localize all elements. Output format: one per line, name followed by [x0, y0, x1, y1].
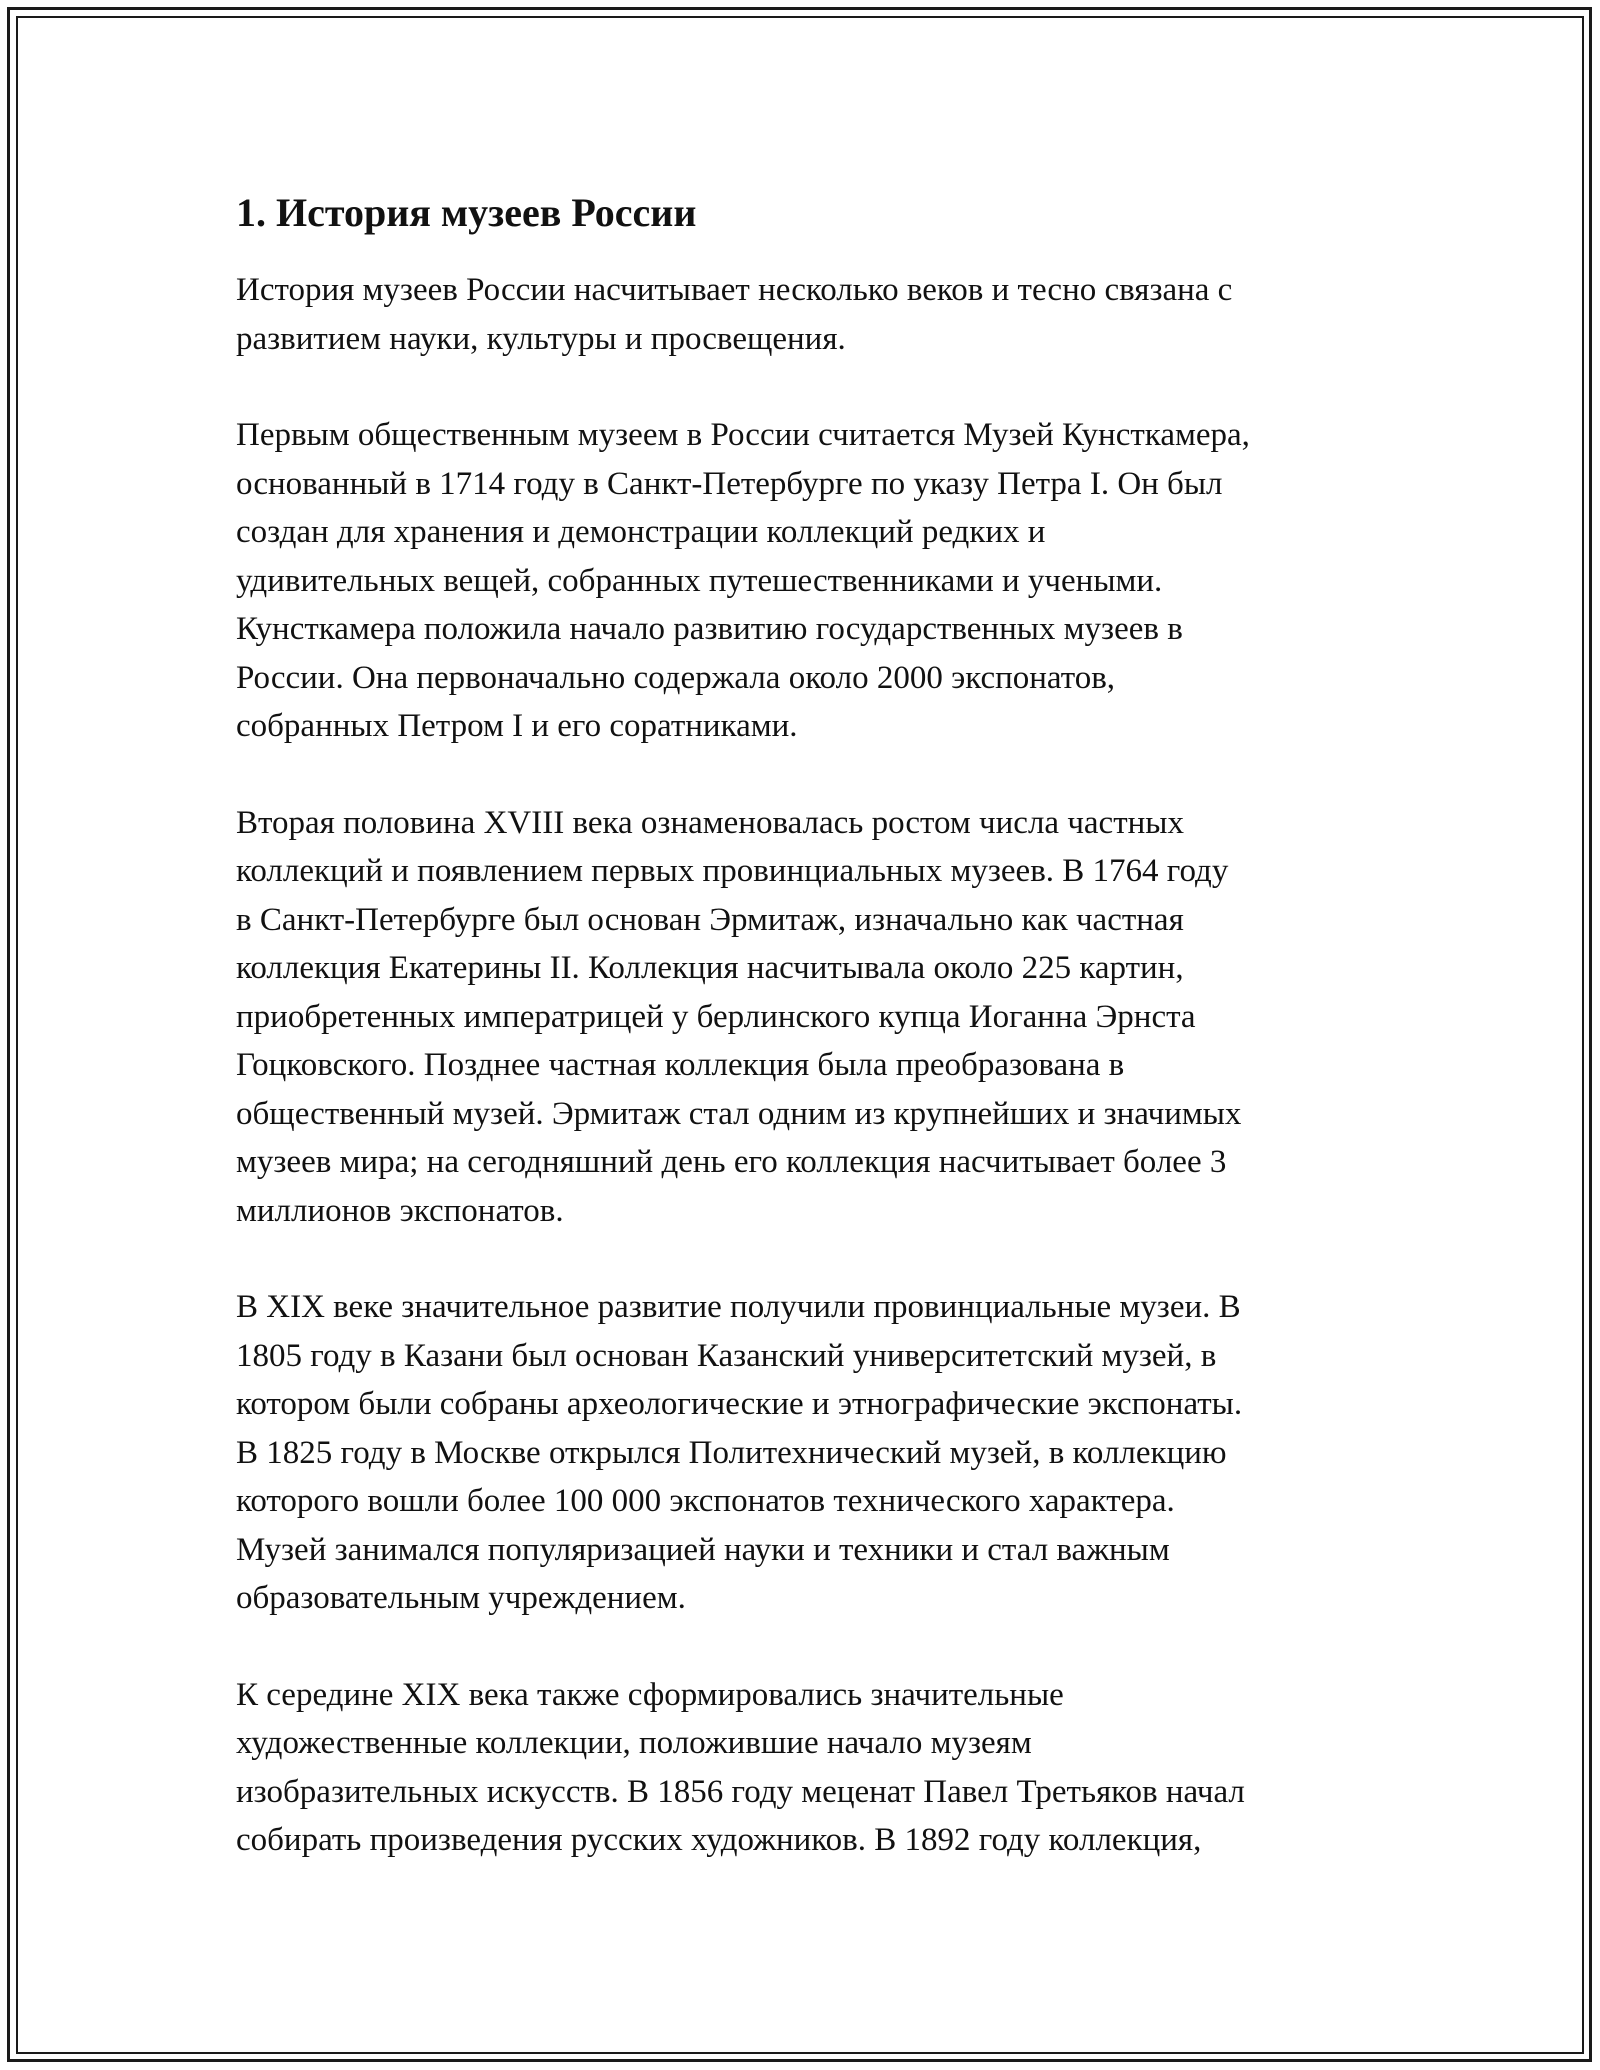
text-line: В 1825 году в Москве открылся Политехнический музей, в коллекцию: [236, 1434, 1227, 1471]
text-line: миллионов экспонатов.: [236, 1192, 564, 1229]
text-line: образовательным учреждением.: [236, 1580, 686, 1616]
text-line: Гоцковского. Позднее частная коллекция была преобразована в: [236, 1047, 1125, 1083]
text-line: коллекция Екатерины II. Коллекция насчитывала около 225 картин,: [236, 950, 1184, 986]
body-paragraph: [236, 411, 1376, 751]
document-page: [236, 186, 1376, 1913]
document-body: [236, 266, 1376, 1865]
text-line: котором были собраны археологические и этнографические экспонаты.: [236, 1386, 1243, 1422]
body-paragraph: [236, 1671, 1376, 1865]
text-line: К середине XIX века также сформировались значительные: [236, 1676, 1064, 1713]
text-line: 1805 году в Казани был основан Казанский университетский музей, в: [236, 1337, 1217, 1374]
body-paragraph: [236, 266, 1376, 363]
body-paragraph: [236, 799, 1376, 1236]
text-line: приобретенных императрицей у берлинского купца Иоганна Эрнста: [236, 998, 1196, 1035]
text-line: основанный в 1714 году в Санкт-Петербурге по указу Петра I. Он был: [236, 465, 1223, 502]
body-paragraph: [236, 1283, 1376, 1623]
text-line: России. Она первоначально содержала около 2000 экспонатов,: [236, 659, 1116, 696]
text-line: Первым общественным музеем в России считается Музей Кунсткамера,: [236, 417, 1250, 453]
text-line: Музей занимался популяризацией науки и техники и стал важным: [236, 1531, 1170, 1568]
text-line: общественный музей. Эрмитаж стал одним из крупнейших и значимых: [236, 1095, 1242, 1132]
text-line: Вторая половина XVIII века ознаменовалась ростом числа частных: [236, 804, 1184, 841]
text-line: собранных Петром I и его соратниками.: [236, 708, 798, 744]
text-line: которого вошли более 100 000 экспонатов технического характера.: [236, 1483, 1175, 1519]
text-line: Кунсткамера положила начало развитию государственных музеев в: [236, 611, 1183, 647]
text-line: изобразительных искусств. В 1856 году меценат Павел Третьяков начал: [236, 1773, 1245, 1810]
text-line: собирать произведения русских художников. В 1892 году коллекция,: [236, 1822, 1202, 1858]
text-line: в Санкт-Петербурге был основан Эрмитаж, изначально как частная: [236, 901, 1184, 938]
text-line: художественные коллекции, положившие начало музеям: [236, 1725, 1032, 1761]
text-line: музеев мира; на сегодняшний день его коллекция насчитывает более 3: [236, 1144, 1227, 1180]
document-heading: 1. История музеев России: [236, 190, 697, 235]
text-line: коллекций и появлением первых провинциальных музеев. В 1764 году: [236, 853, 1229, 889]
text-line: создан для хранения и демонстрации коллекций редких и: [236, 514, 1046, 550]
text-line: История музеев России насчитывает несколько веков и тесно связана с: [236, 272, 1233, 308]
text-line: В XIX веке значительное развитие получили провинциальные музеи. В: [236, 1289, 1241, 1325]
text-line: развитием науки, культуры и просвещения.: [236, 320, 846, 357]
text-line: удивительных вещей, собранных путешественниками и учеными.: [236, 562, 1163, 599]
